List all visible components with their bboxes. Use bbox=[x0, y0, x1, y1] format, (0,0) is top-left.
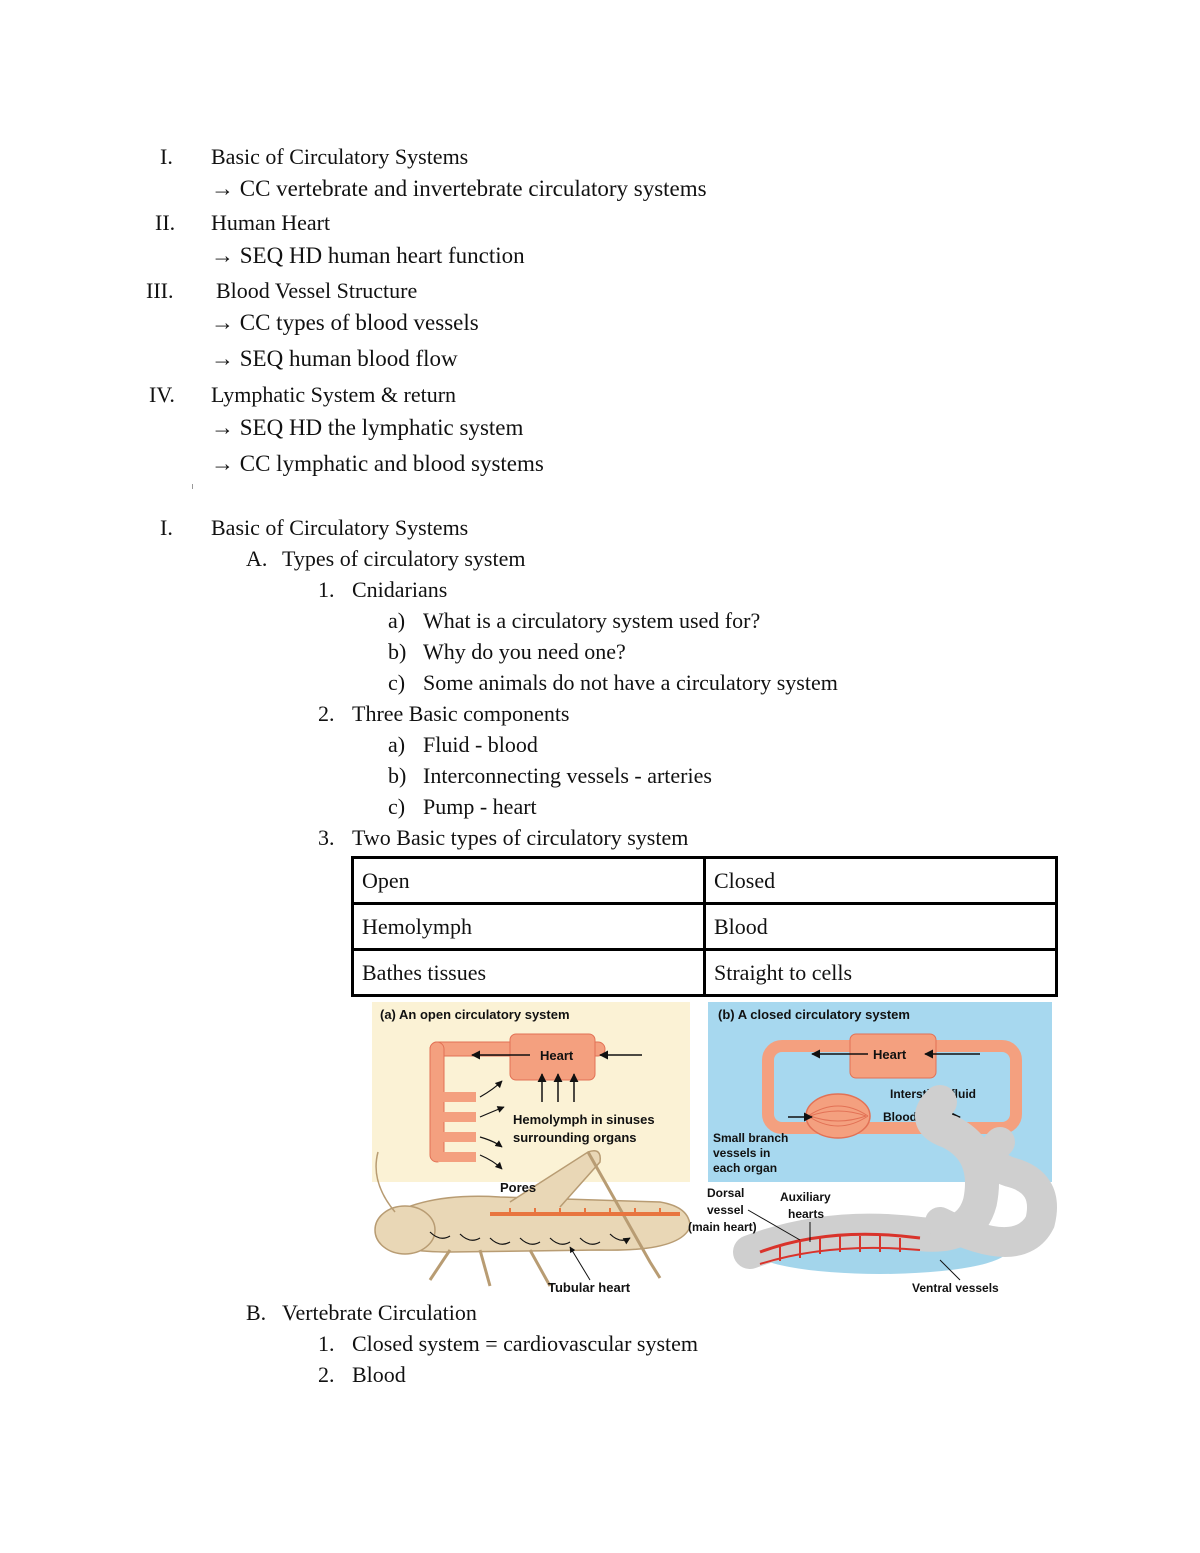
item-2b-text: Interconnecting vessels - arteries bbox=[423, 763, 712, 788]
pores-label: Pores bbox=[500, 1180, 537, 1195]
item-2c-marker: c) bbox=[388, 794, 406, 819]
item-1-marker: 1. bbox=[318, 577, 335, 602]
outline-arrow-3a: → CC types of blood vessels bbox=[211, 310, 479, 335]
table-cell: Blood bbox=[705, 904, 1057, 950]
stray-mark bbox=[192, 484, 193, 489]
dorsal-label-1: Dorsal bbox=[707, 1186, 745, 1200]
table-cell: Closed bbox=[705, 858, 1057, 904]
outline-arrow-4b: → CC lymphatic and blood systems bbox=[211, 451, 544, 476]
outline-numeral-1: I. bbox=[160, 144, 173, 169]
table-cell: Bathes tissues bbox=[353, 950, 705, 996]
item-1c-marker: c) bbox=[388, 670, 406, 695]
item-2-title: Three Basic components bbox=[352, 701, 570, 726]
section-b-title: Vertebrate Circulation bbox=[282, 1300, 477, 1325]
item-2a-text: Fluid - blood bbox=[423, 732, 538, 757]
section-a-title: Types of circulatory system bbox=[282, 546, 526, 571]
closed-blood-label: Blood bbox=[883, 1110, 917, 1124]
item-1b-text: Why do you need one? bbox=[423, 639, 626, 664]
section-b-marker: B. bbox=[246, 1300, 267, 1325]
open-panel-bg bbox=[372, 1002, 690, 1182]
table-row bbox=[353, 858, 1057, 904]
auxiliary-label-1: Auxiliary bbox=[780, 1190, 831, 1204]
table-cell: Open bbox=[353, 858, 705, 904]
item-2-marker: 2. bbox=[318, 701, 335, 726]
outline-numeral-4: IV. bbox=[149, 382, 175, 407]
hemolymph-label-2: surrounding organs bbox=[513, 1130, 637, 1145]
table-row bbox=[353, 950, 1057, 996]
table-row bbox=[353, 904, 1057, 950]
open-title: (a) An open circulatory system bbox=[380, 1007, 570, 1022]
outline-arrow-4a: → SEQ HD the lymphatic system bbox=[211, 415, 524, 440]
open-heart-label: Heart bbox=[540, 1048, 574, 1063]
item-1-title: Cnidarians bbox=[352, 577, 448, 602]
item-3-title: Two Basic types of circulatory system bbox=[352, 825, 689, 850]
outline-title-3: Blood Vessel Structure bbox=[216, 278, 418, 303]
interstitial-label: Interstitial fluid bbox=[890, 1087, 977, 1101]
closed-heart-label: Heart bbox=[873, 1047, 907, 1062]
outline-title-1: Basic of Circulatory Systems bbox=[211, 144, 469, 169]
dorsal-label-3: (main heart) bbox=[688, 1220, 757, 1234]
b-item-1-title: Closed system = cardiovascular system bbox=[352, 1331, 699, 1356]
detail-numeral: I. bbox=[160, 515, 173, 540]
auxiliary-label-2: hearts bbox=[788, 1207, 825, 1221]
small-branch-label-3: each organ bbox=[713, 1161, 778, 1175]
item-1b-marker: b) bbox=[388, 639, 407, 664]
item-1a-text: What is a circulatory system used for? bbox=[423, 608, 761, 633]
outline-title-2: Human Heart bbox=[211, 210, 331, 235]
b-item-1-marker: 1. bbox=[318, 1331, 335, 1356]
tubular-heart-label: Tubular heart bbox=[548, 1280, 631, 1295]
table-cell: Straight to cells bbox=[705, 950, 1057, 996]
ventral-label: Ventral vessels bbox=[912, 1281, 999, 1295]
item-3-marker: 3. bbox=[318, 825, 335, 850]
outline-title-4: Lymphatic System & return bbox=[211, 382, 457, 407]
detail-title: Basic of Circulatory Systems bbox=[211, 515, 469, 540]
b-item-2-marker: 2. bbox=[318, 1362, 335, 1387]
b-item-2-title: Blood bbox=[352, 1362, 406, 1387]
hemolymph-label-1: Hemolymph in sinuses bbox=[513, 1112, 655, 1127]
outline-numeral-2: II. bbox=[155, 210, 176, 235]
small-branch-label-2: vessels in bbox=[713, 1146, 771, 1160]
outline-arrow-1a: → CC vertebrate and invertebrate circulatory systems bbox=[211, 176, 707, 201]
table-cell: Hemolymph bbox=[353, 904, 705, 950]
small-branch-label-1: Small branch bbox=[713, 1131, 789, 1145]
outline-arrow-3b: → SEQ human blood flow bbox=[211, 346, 458, 371]
item-1a-marker: a) bbox=[388, 608, 406, 633]
item-2c-text: Pump - heart bbox=[423, 794, 537, 819]
tubular-heart-pointer bbox=[570, 1247, 590, 1280]
closed-title: (b) A closed circulatory system bbox=[718, 1007, 910, 1022]
section-a-marker: A. bbox=[246, 546, 268, 571]
outline-arrow-2a: → SEQ HD human heart function bbox=[211, 243, 525, 268]
circulatory-systems-figure bbox=[360, 1002, 1060, 1298]
dorsal-label-2: vessel bbox=[707, 1203, 744, 1217]
comparison-table bbox=[351, 856, 1058, 997]
item-1c-text: Some animals do not have a circulatory system bbox=[423, 670, 838, 695]
outline-numeral-3: III. bbox=[146, 278, 174, 303]
item-2a-marker: a) bbox=[388, 732, 406, 757]
item-2b-marker: b) bbox=[388, 763, 407, 788]
